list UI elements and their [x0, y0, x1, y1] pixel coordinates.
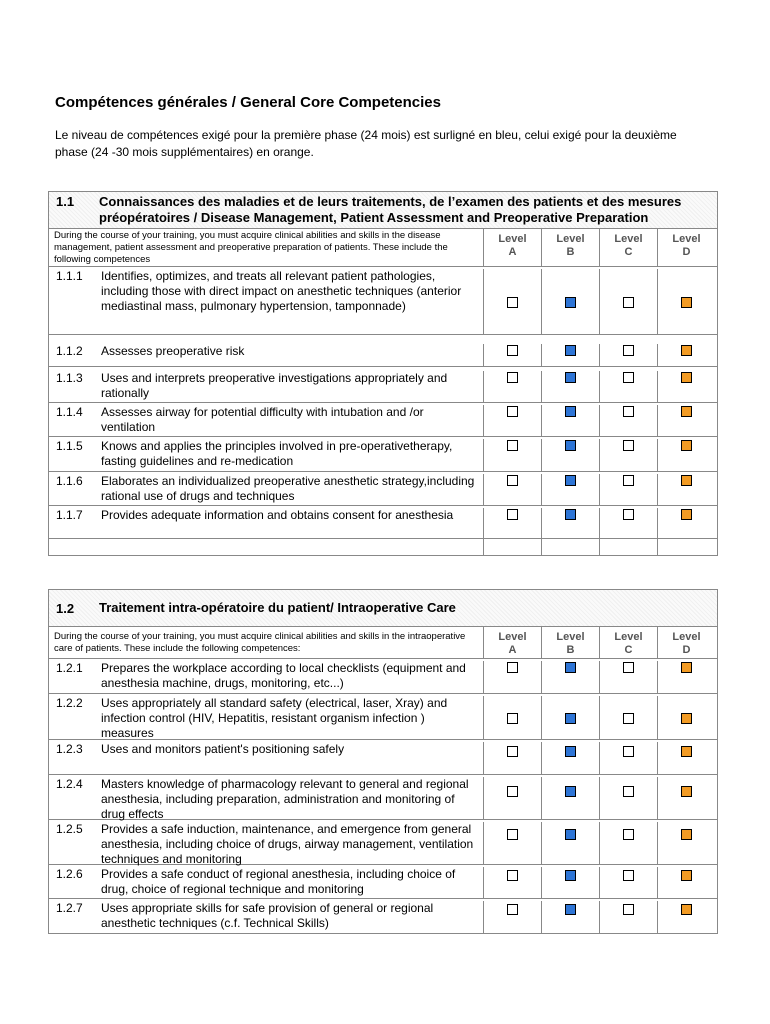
level-b-header: Level B — [556, 233, 585, 258]
level-c-header: Level C — [614, 631, 643, 656]
checkbox-level-b[interactable] — [565, 904, 576, 915]
competency-text: Provides a safe induction, maintenance, and emergence from general anesthesia, including choice of drugs, airway management, ventilation techniques and monitoring — [101, 822, 474, 866]
checkbox-level-c[interactable] — [623, 406, 634, 417]
competency-number: 1.1.7 — [56, 508, 83, 522]
section-header — [49, 192, 717, 229]
checkbox-level-c[interactable] — [623, 746, 634, 757]
checkbox-level-a[interactable] — [507, 713, 518, 724]
competency-row — [49, 367, 717, 403]
checkbox-level-b[interactable] — [565, 870, 576, 881]
checkbox-level-c[interactable] — [623, 870, 634, 881]
checkbox-level-a[interactable] — [507, 297, 518, 308]
level-d-header: Level D — [672, 631, 701, 656]
competency-row — [49, 740, 717, 775]
section-title: Traitement intra-opératoire du patient/ Intraoperative Care — [99, 600, 456, 615]
section-1-1 — [48, 191, 718, 556]
competency-number: 1.1.3 — [56, 371, 83, 385]
level-b-header: Level B — [556, 631, 585, 656]
competency-row — [49, 335, 717, 367]
checkbox-level-c[interactable] — [623, 904, 634, 915]
checkbox-level-b[interactable] — [565, 297, 576, 308]
checkbox-level-a[interactable] — [507, 475, 518, 486]
level-d-header: Level D — [672, 233, 701, 258]
competency-row — [49, 820, 717, 865]
competency-text: Uses appropriately all standard safety (electrical, laser, Xray) and infection control (HIV, Hepatitis, resistant organism infection ) measures — [101, 696, 448, 740]
checkbox-level-b[interactable] — [565, 786, 576, 797]
empty-row — [49, 539, 717, 555]
checkbox-level-b[interactable] — [565, 372, 576, 383]
checkbox-level-d[interactable] — [681, 662, 692, 673]
checkbox-level-d[interactable] — [681, 746, 692, 757]
competency-row — [49, 865, 717, 899]
competency-row — [49, 437, 717, 472]
competency-text: Uses appropriate skills for safe provision of general or regional anesthetic techniques (c.f. Technical Skills) — [101, 901, 434, 930]
checkbox-level-a[interactable] — [507, 440, 518, 451]
checkbox-level-a[interactable] — [507, 406, 518, 417]
checkbox-level-b[interactable] — [565, 829, 576, 840]
checkbox-level-d[interactable] — [681, 713, 692, 724]
level-c-header: Level C — [614, 233, 643, 258]
checkbox-level-c[interactable] — [623, 440, 634, 451]
checkbox-level-c[interactable] — [623, 475, 634, 486]
checkbox-level-a[interactable] — [507, 509, 518, 520]
checkbox-level-c[interactable] — [623, 297, 634, 308]
level-a-header: Level A — [498, 233, 527, 258]
intro-paragraph: Le niveau de compétences exigé pour la première phase (24 mois) est surligné en bleu, celui exigé pour la deuxième phase (24 -30 mois supplémentaires) en orange. — [55, 128, 677, 159]
checkbox-level-c[interactable] — [623, 509, 634, 520]
competency-text: Provides adequate information and obtains consent for anesthesia — [101, 508, 454, 522]
checkbox-level-b[interactable] — [565, 475, 576, 486]
competency-number: 1.2.7 — [56, 901, 83, 915]
competency-row — [49, 775, 717, 820]
competency-row — [49, 899, 717, 933]
section-intro: During the course of your training, you must acquire clinical abilities and skills in the disease management, patient assessment and preoperative preparation of patients. These include the following competences — [54, 230, 448, 265]
competency-number: 1.2.2 — [56, 696, 83, 710]
page-title: Compétences générales / General Core Competencies — [55, 94, 441, 111]
checkbox-level-c[interactable] — [623, 345, 634, 356]
section-header — [49, 590, 717, 627]
competency-number: 1.2.4 — [56, 777, 83, 791]
checkbox-level-d[interactable] — [681, 440, 692, 451]
section-title: Connaissances des maladies et de leurs traitements, de l’examen des patients et des mesures préopératoires / Disease Management, Patient Assessment and Preoperative Preparation — [99, 194, 682, 225]
competency-number: 1.2.6 — [56, 867, 83, 881]
checkbox-level-d[interactable] — [681, 509, 692, 520]
checkbox-level-d[interactable] — [681, 345, 692, 356]
competency-number: 1.1.5 — [56, 439, 83, 453]
competency-text: Elaborates an individualized preoperative anesthetic strategy,including rational use of drugs and techniques — [101, 474, 475, 503]
competency-text: Masters knowledge of pharmacology relevant to general and regional anesthesia, including preparation, administration and monitoring of drug effects — [101, 777, 469, 821]
checkbox-level-b[interactable] — [565, 509, 576, 520]
checkbox-level-d[interactable] — [681, 406, 692, 417]
checkbox-level-b[interactable] — [565, 440, 576, 451]
competency-number: 1.1.1 — [56, 269, 83, 283]
checkbox-level-c[interactable] — [623, 829, 634, 840]
checkbox-level-a[interactable] — [507, 345, 518, 356]
competency-row — [49, 472, 717, 506]
competency-text: Identifies, optimizes, and treats all relevant patient pathologies, including those with direct impact on anesthetic techniques (anterior mediastinal mass, pulmonary hypertension, tamponnade) — [101, 269, 462, 313]
level-header-row — [49, 627, 717, 659]
checkbox-level-a[interactable] — [507, 786, 518, 797]
competency-number: 1.1.4 — [56, 405, 83, 419]
checkbox-level-b[interactable] — [565, 406, 576, 417]
checkbox-level-a[interactable] — [507, 662, 518, 673]
checkbox-level-c[interactable] — [623, 786, 634, 797]
checkbox-level-a[interactable] — [507, 829, 518, 840]
competency-number: 1.2.5 — [56, 822, 83, 836]
checkbox-level-d[interactable] — [681, 475, 692, 486]
competency-text: Assesses preoperative risk — [101, 344, 245, 358]
competency-text: Knows and applies the principles involved in pre-operativetherapy, fasting guidelines and re-medication — [101, 439, 453, 468]
competency-row — [49, 267, 717, 335]
competency-row — [49, 506, 717, 539]
section-number: 1.1 — [56, 194, 75, 209]
competency-text: Uses and interprets preoperative investigations appropriately and rationally — [101, 371, 448, 400]
section-1-2 — [48, 589, 718, 934]
checkbox-level-d[interactable] — [681, 786, 692, 797]
checkbox-level-d[interactable] — [681, 829, 692, 840]
competency-number: 1.2.3 — [56, 742, 83, 756]
competency-number: 1.2.1 — [56, 661, 83, 675]
competency-row — [49, 403, 717, 437]
checkbox-level-a[interactable] — [507, 746, 518, 757]
competency-text: Provides a safe conduct of regional anesthesia, including choice of drug, choice of regional technique and monitoring — [101, 867, 456, 896]
competency-text: Assesses airway for potential difficulty with intubation and /or ventilation — [101, 405, 424, 434]
level-header-row — [49, 229, 717, 267]
checkbox-level-a[interactable] — [507, 870, 518, 881]
competency-row — [49, 694, 717, 740]
competency-number: 1.1.2 — [56, 344, 83, 358]
checkbox-level-c[interactable] — [623, 713, 634, 724]
competency-row — [49, 659, 717, 694]
level-a-header: Level A — [498, 631, 527, 656]
checkbox-level-d[interactable] — [681, 297, 692, 308]
competency-text: Uses and monitors patient's positioning safely — [101, 742, 345, 756]
competency-text: Prepares the workplace according to local checklists (equipment and anesthesia machine, drugs, monitoring, etc...) — [101, 661, 466, 690]
competency-number: 1.1.6 — [56, 474, 83, 488]
checkbox-level-d[interactable] — [681, 904, 692, 915]
checkbox-level-b[interactable] — [565, 345, 576, 356]
checkbox-level-a[interactable] — [507, 372, 518, 383]
checkbox-level-b[interactable] — [565, 746, 576, 757]
checkbox-level-d[interactable] — [681, 870, 692, 881]
checkbox-level-c[interactable] — [623, 372, 634, 383]
section-intro: During the course of your training, you must acquire clinical abilities and skills in the intraoperative care of patients. These include the following competences: — [54, 631, 466, 654]
checkbox-level-a[interactable] — [507, 904, 518, 915]
section-number: 1.2 — [56, 600, 75, 616]
checkbox-level-b[interactable] — [565, 713, 576, 724]
checkbox-level-c[interactable] — [623, 662, 634, 673]
checkbox-level-b[interactable] — [565, 662, 576, 673]
checkbox-level-d[interactable] — [681, 372, 692, 383]
